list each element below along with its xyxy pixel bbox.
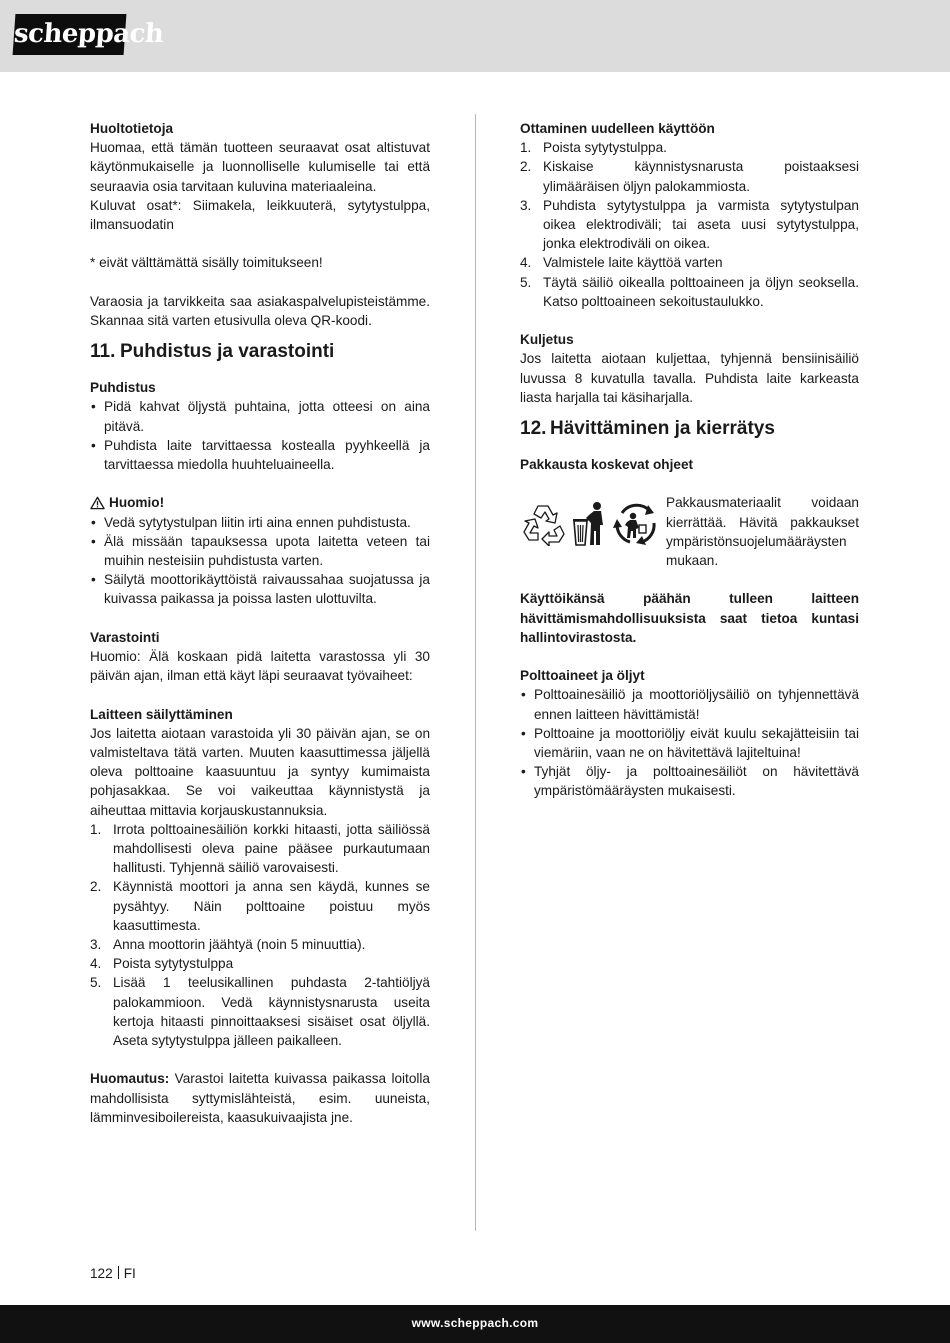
section-11-title — [90, 340, 430, 364]
huomautus-paragraph — [90, 1069, 430, 1127]
footer-bar — [0, 1305, 950, 1343]
sailytys-text: Jos laitetta aiotaan varastoida yli 30 päivän ajan, se on valmisteltava tätä varten. Muuten kaasuttimessa jäljellä oleva polttoaine kaasuuntuu ja syntyy kumimaista pohjasakkaa. Se voi vaikeuttaa käynnistystä ja aiheuttaa mittavia korjauskustannuksia. — [90, 725, 430, 818]
ottaminen-heading: Ottaminen uudelleen käyttöön — [520, 121, 715, 136]
list-item: • Pidä kahvat öljystä puhtaina, jotta otteesi on aina pitävä. — [90, 397, 430, 435]
page-language: FI — [123, 1266, 136, 1281]
list-item: • Polttoainesäiliö ja moottoriöljysäiliö on tyhjennettävä ennen laitteen hävittämistä! — [520, 685, 859, 723]
column-divider — [475, 114, 476, 1231]
ottaminen-steps — [520, 138, 859, 311]
toimitus-note: * eivät välttämättä sisälly toimitukseen! — [90, 255, 323, 271]
varaosat-text: Varaosia ja tarvikkeita saa asiakaspalvelupisteistämme. Skannaa sitä varten etusivulla oleva QR-koodi. — [90, 293, 430, 328]
huomio-list — [90, 513, 430, 609]
pakkaus-text: Pakkausmateriaalit voidaan kierrättää. Hävitä pakkaukset ympäristönsuojelumääräysten mukaan. — [666, 495, 859, 569]
recycle-person-icon — [612, 501, 660, 547]
section-12-text: Hävittäminen ja kierrätys — [550, 418, 775, 440]
list-item: • Vedä sytytystulpan liitin irti aina ennen puhdistusta. — [90, 513, 430, 532]
page-number-value: 122 — [90, 1266, 113, 1281]
recycle-icon — [520, 502, 566, 546]
list-item: 4. Valmistele laite käyttöä varten — [520, 255, 723, 271]
huomio-label: Huomio! — [109, 495, 165, 511]
list-item: 5. Lisää 1 teelusikallinen puhdasta 2-tahtiöljyä palokammioon. Vedä käynnistysnarusta useita kertoja hitaasti pinnoittaaksesi sisäiset osat öljyllä. Aseta sytytystulppa jälleen paikalleen. — [90, 975, 430, 1049]
brand-logo: scheppach — [13, 14, 127, 55]
sailytys-heading: Laitteen säilyttäminen — [90, 706, 233, 722]
section-12-number: 12. — [520, 418, 547, 440]
list-item: 1. Irrota polttoainesäiliön korkki hitaasti, jotta säiliössä mahdollisesti oleva paine pääsee purkautumaan hallitusti. Tyhjennä säiliö varovaisesti. — [90, 821, 430, 876]
section-11-number: 11. — [90, 341, 116, 363]
section-11-text: Puhdistus ja varastointi — [120, 341, 335, 363]
kayttoika-text: Käyttöikänsä päähän tulleen laitteen hävittämismahdollisuuksista saat tietoa kuntasi hallintovirastosta. — [520, 591, 859, 645]
huolto-text: Huomaa, että tämän tuotteen seuraavat osat altistuvat käytönmukaiselle ja luonnolliselle kulumiselle tai että seuraavia osia tarvitaan kuluvina materiaaleina. — [90, 140, 430, 194]
puhdistus-heading: Puhdistus — [90, 380, 156, 396]
pakkaus-heading: Pakkausta koskevat ohjeet — [520, 457, 694, 473]
list-item: 5. Täytä säiliö oikealla polttoaineen ja öljyn seoksella. Katso polttoaineen sekoitustaulukko. — [520, 274, 859, 309]
list-item: • Älä missään tapauksessa upota laitetta veteen tai muihin nesteisiin puhdistusta varten. — [90, 532, 430, 570]
puhdistus-list — [90, 397, 430, 474]
kuljetus-text: Jos laitetta aiotaan kuljettaa, tyhjennä bensiinisäiliö luvussa 8 kuvatulla tavalla. Puhdista laite karkeasta liasta harjalla tai käsiharjalla. — [520, 351, 859, 405]
varastointi-heading: Varastointi — [90, 629, 160, 645]
list-item: 1. Poista sytytystulppa. — [520, 140, 667, 156]
list-item: 2. Käynnistä moottori ja anna sen käydä, kunnes se pysähtyy. Näin polttoaine poistuu myös kaasuttimesta. — [90, 879, 430, 933]
huolto-heading: Huoltotietoja — [90, 121, 174, 136]
section-12-title — [520, 417, 859, 441]
huomio-heading — [90, 493, 430, 512]
list-item: 4. Poista sytytystulppa — [90, 956, 234, 972]
list-item: • Säilytä moottorikäyttöistä raivaussahaa suojatussa ja kuivassa paikassa ja poissa lasten ulottuvilta. — [90, 570, 430, 608]
page-number — [90, 1264, 136, 1283]
list-item: 2. Kiskaise käynnistysnarusta poistaaksesi ylimääräisen öljyn palokammiosta. — [520, 159, 859, 194]
list-item: • Tyhjät öljy- ja polttoainesäiliöt on hävitettävä ympäristömääräysten mukaisesti. — [520, 762, 859, 800]
list-item: 3. Anna moottorin jäähtyä (noin 5 minuuttia). — [90, 937, 366, 953]
polttoaineet-list — [520, 685, 859, 800]
waste-bin-person-icon — [570, 501, 608, 547]
page-header — [0, 0, 950, 72]
kuljetus-heading: Kuljetus — [520, 332, 574, 348]
kuluvat-text: Kuluvat osat*: Siimakela, leikkuuterä, sytytystulppa, ilmansuodatin — [90, 197, 430, 233]
left-column — [90, 119, 430, 1127]
varastointi-text: Huomio: Älä koskaan pidä laitetta varastossa yli 30 päivän ajan, ilman että käyt läpi seuraavat työvaiheet: — [90, 649, 430, 684]
polttoaineet-heading: Polttoaineet ja öljyt — [520, 668, 645, 684]
sailytys-steps — [90, 820, 430, 1050]
huomautus-text: Varastoi laitetta kuivassa paikassa loitolla mahdollisista syttymislähteistä, esim. uuneista, lämminvesiboilereista, kaasukuivaajista jne. — [90, 1071, 430, 1125]
huomautus-label: Huomautus: — [90, 1071, 170, 1087]
recycling-icons — [520, 501, 666, 547]
right-column — [520, 119, 859, 801]
list-item: 3. Puhdista sytytystulppa ja varmista sytytystulpan oikea elektrodiväli; tai aseta uusi sytytystulppa, jonka elektrodiväli on oikea. — [520, 197, 859, 252]
list-item: • Puhdista laite tarvittaessa kostealla pyyhkeellä ja tarvittaessa miedolla huuhteluaineella. — [90, 436, 430, 474]
website-link[interactable]: www.scheppach.com — [411, 1316, 539, 1330]
list-item: • Polttoaine ja moottoriöljy eivät kuulu sekajätteisiin tai viemäriin, vaan ne on hävitettävä lajiteltuina! — [520, 724, 859, 762]
pakkaus-row — [520, 493, 859, 570]
warning-triangle-icon — [90, 496, 105, 510]
